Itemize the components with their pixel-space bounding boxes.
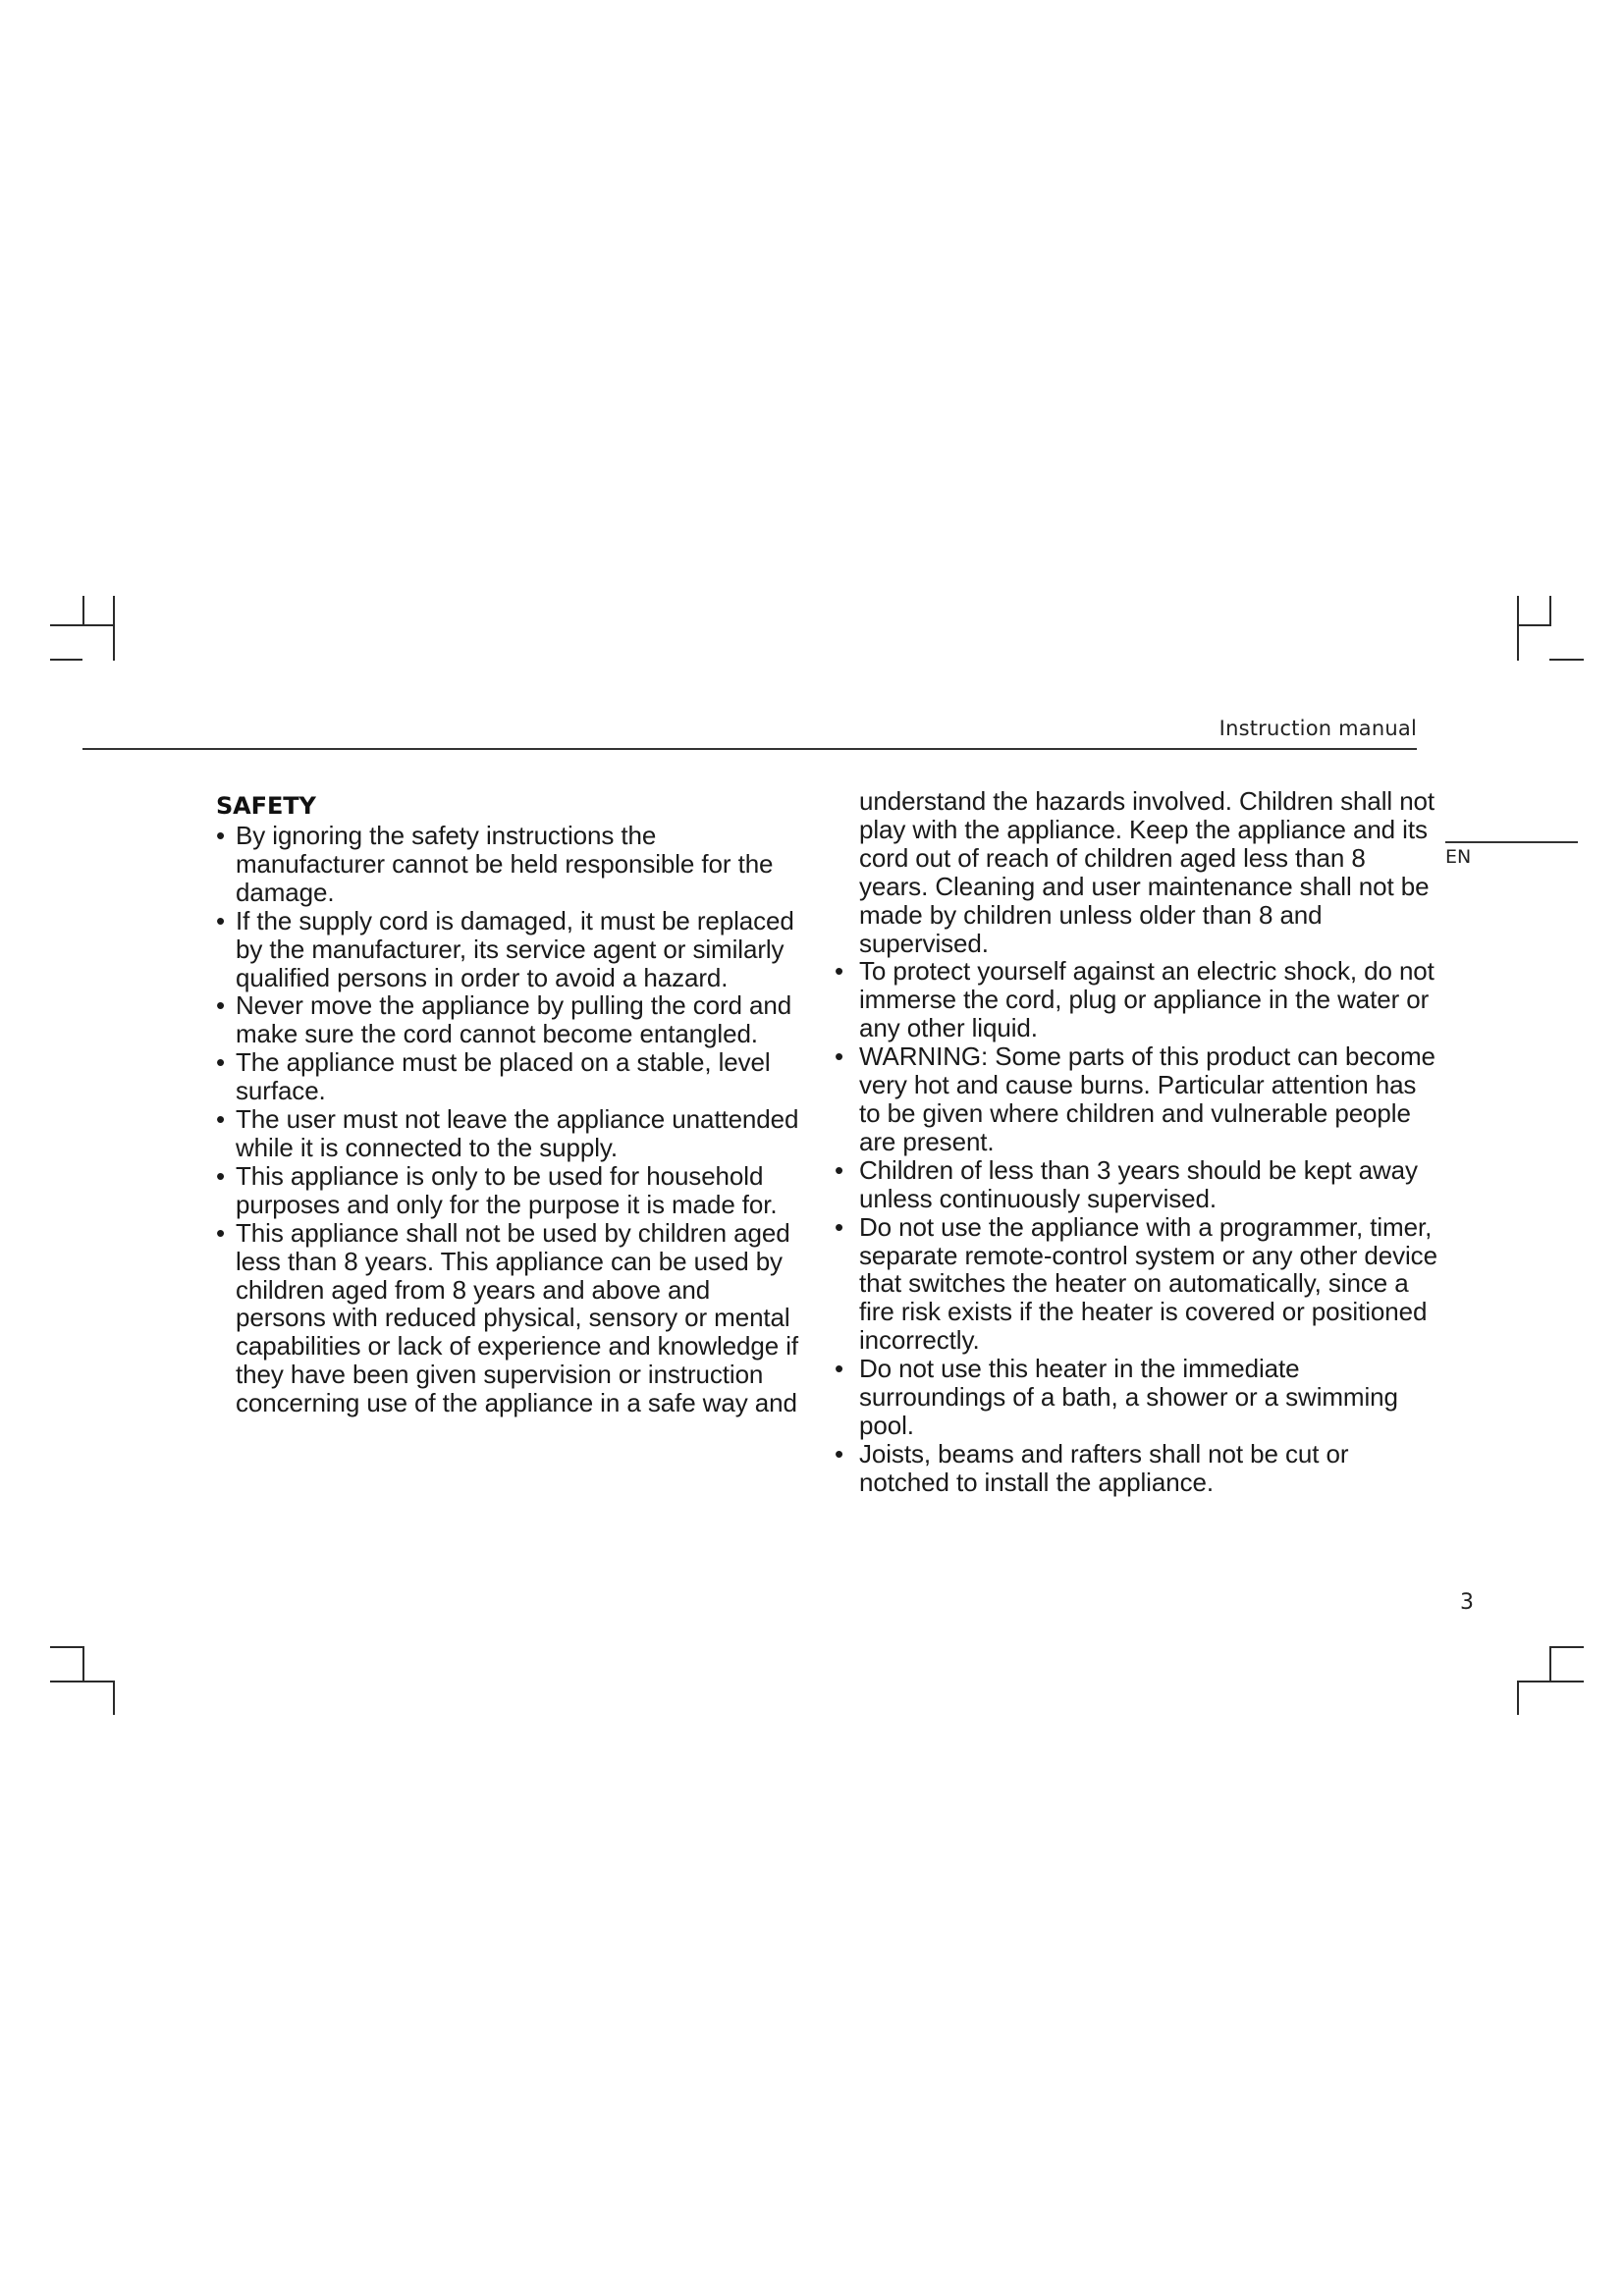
crop-mark-bottom-right-vertical (1517, 1681, 1519, 1715)
list-item: • By ignoring the safety instructions the manufacturer cannot be held responsible for the damage. (216, 822, 805, 907)
language-label: EN (1445, 846, 1472, 868)
crop-mark-top-right-vertical (1517, 596, 1519, 661)
crop-mark-bottom-left-horizontal (50, 1646, 82, 1648)
list-item: • To protect yourself against an electric shock, do not immerse the cord, plug or appliance in the water or any other liquid. (831, 957, 1439, 1042)
left-text-column (216, 791, 805, 1417)
crop-mark-top-right-vertical-2 (1549, 596, 1551, 626)
list-item: • Do not use the appliance with a programmer, timer, separate remote-control system or any other device that switches the heater on automatically, since a fire risk exists if the heater is covered or positioned incorrectly. (831, 1213, 1439, 1356)
crop-mark-top-left-vertical (82, 596, 84, 626)
continued-paragraph: understand the hazards involved. Children shall not play with the appliance. Keep the appliance and its cord out of reach of children aged less than 8 years. Cleaning and user maintenance shall not be made by children unless older than 8 and supervised. (859, 786, 1435, 958)
crop-mark-bottom-right-horizontal-2 (1549, 1646, 1584, 1648)
section-heading-safety: SAFETY (216, 792, 316, 820)
list-item: • The appliance must be placed on a stable, level surface. (216, 1048, 805, 1105)
document-header-title: Instruction manual (1218, 717, 1417, 740)
list-item: • Do not use this heater in the immediate surroundings of a bath, a shower or a swimming pool. (831, 1355, 1439, 1440)
header-divider (82, 748, 1417, 750)
list-item: • This appliance shall not be used by children aged less than 8 years. This appliance can be used by children aged from 8 years and above and persons with reduced physical, sensory or mental capabilities or lack of experience and knowledge if they have been given supervision or instruction concerning use of the appliance in a safe way and (216, 1219, 805, 1417)
language-tab-divider (1445, 841, 1578, 843)
list-item: • Children of less than 3 years should be kept away unless continuously supervised. (831, 1156, 1439, 1213)
list-item: • Never move the appliance by pulling the cord and make sure the cord cannot become entangled. (216, 991, 805, 1048)
safety-list-left (216, 822, 805, 1417)
list-item: • If the supply cord is damaged, it must be replaced by the manufacturer, its service agent or similarly qualified persons in order to avoid a hazard. (216, 907, 805, 992)
crop-mark-bottom-left-vertical (82, 1646, 84, 1681)
crop-mark-top-right-horizontal (1517, 624, 1549, 626)
crop-mark-top-right-horizontal-2 (1549, 659, 1584, 661)
page-number: 3 (1460, 1590, 1474, 1615)
crop-mark-top-left-vertical-lower (113, 596, 115, 661)
crop-mark-bottom-right-vertical-2 (1549, 1646, 1551, 1682)
list-item: • Joists, beams and rafters shall not be cut or notched to install the appliance. (831, 1440, 1439, 1497)
crop-mark-bottom-left-horizontal-2 (50, 1681, 115, 1682)
list-item: • WARNING: Some parts of this product can become very hot and cause burns. Particular attention has to be given where children and vulnerable people are present. (831, 1042, 1439, 1156)
list-item: • This appliance is only to be used for household purposes and only for the purpose it is made for. (216, 1162, 805, 1219)
crop-mark-bottom-left-vertical-2 (113, 1681, 115, 1715)
crop-mark-top-left-horizontal (50, 624, 115, 626)
right-text-column (831, 787, 1439, 1497)
crop-mark-top-left-horizontal-lower (50, 659, 82, 661)
safety-list-right (831, 957, 1439, 1496)
list-item: • The user must not leave the appliance unattended while it is connected to the supply. (216, 1105, 805, 1162)
